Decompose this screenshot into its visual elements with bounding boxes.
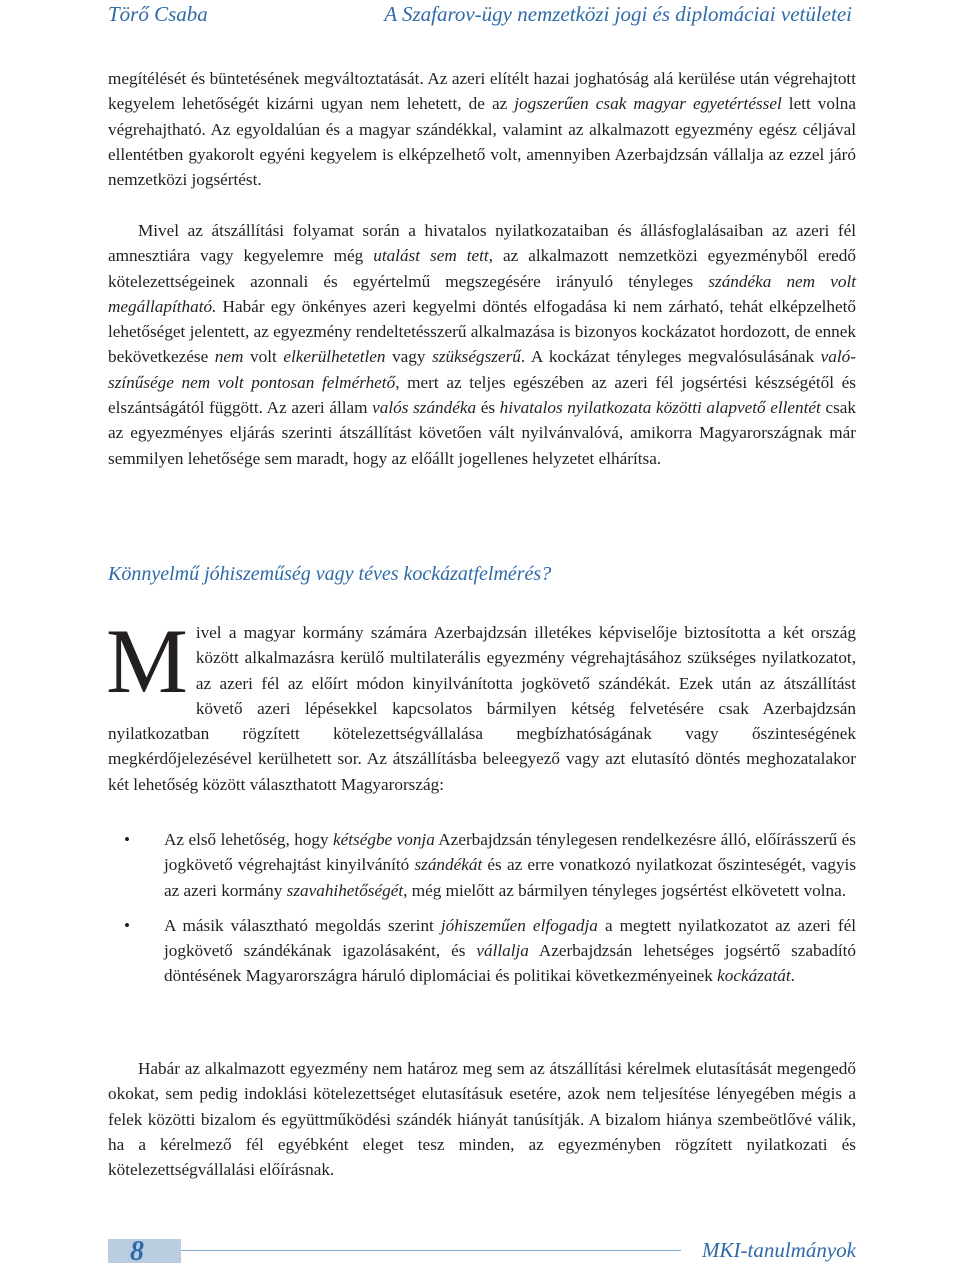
options-list [108,827,856,999]
paragraph-1: megítélését és büntetésének megváltoztatását. Az azeri elítélt hazai joghatóság alá kerülése után végrehajtott kegyelem lehetőségét kizárni ugyan nem lehetett, de az jogszerűen csak magyar egyetértéssel lett volna végrehajtható. Az egyoldalúan és a magyar szándékkal, valamint az alkalmazott egyezmény egész céljával ellentétben gyakorolt egyéni kegyelem is elképzelhető volt, amennyiben Azerbajdzsán vállalja az ezzel járó nemzetközi jogsértést. [108,69,856,190]
paragraph-3 [106,610,856,797]
paragraph-2: Mivel az átszállítási folyamat során a hivatalos nyilatkozataiban és állásfoglalásaiban az azeri fél amnesztiára vagy kegyelemre még utalást sem tett, az alkalmazott nemzetközi egyezményből eredő kötelezettségeinek azonnali és egyértelmű megszegésére irányuló tényleges szándéka nem volt megállapítható. Habár egy önkényes azeri kegyelmi döntés elfogadása ki nem zárható, tehát elképzelhető lehetőséget jelentett, az egyezmény rendeltetésszerű alkalmazása is bizonyos kockázatot hordozott, de ennek bekövetkezése nem volt elkerülhetetlen vagy szükségszerű. A kockázat tényleges megvalósulásának valószínűsége nem volt pontosan felmérhető, mert az teljes egészében az azeri fél jogsértési készségétől és elszántságától függött. Az azeri állam valós szándéka és hivatalos nyilatkozata közötti alapvető ellentét csak az egyezményes eljárás szerinti átszállítást követően vált nyilvánvalóvá, amikorra Magyarországnak már semmilyen lehetősége sem maradt, hogy az előállt jogellenes helyzetet elhárítsa. [108,221,856,468]
emphasis-text: valós szándéka [372,398,477,418]
paragraph-4: Habár az alkalmazott egyezmény nem határoz meg sem az átszállítási kérelmek elutasítását megengedő okokat, sem pedig indoklási kötelezettséget elutasításuk esetére, azok nem teljesítése lényegében mégis a felek közötti bizalom és együttműködési szándék hiányát tanúsítják. A bizalom hiánya szembeötlővé válik, ha a kérelmező fél egyébként eleget tesz minden, az egyezményben rögzített nyilatkozati és kötelezettségvállalási előírásnak. [108,1059,856,1180]
running-head [0,0,960,30]
emphasis-text: valószínűsége nem volt pontosan felmérhető [108,347,856,392]
emphasis-text: szándéka nem volt megállapítható. [108,271,856,316]
list-item-text: Az első lehetőség, hogy kétségbe vonja Azerbajdzsán ténylegesen rendelkezésre álló, előírásszerű és jogkövető végrehajtást kinyilvánító szándékát és az erre vonatkozó nyilatkozat őszinteségét, vagyis az azeri kormány szavahihetőségét, még mielőtt az bármilyen tényleges jogsértést elkövetett volna. [164,830,857,900]
emphasis-text: szavahihetőségét [286,880,404,900]
footer-rule [181,1250,681,1251]
emphasis-text: jogszerűen csak magyar egyetértéssel [514,94,782,114]
header-title: A Szafarov-ügy nemzetközi jogi és diplomáciai vetületei [384,2,852,26]
emphasis-text: nem [214,347,244,367]
paragraph-3-text: ivel a magyar kormány számára Azerbajdzsán illetékes képviselője biztosította a két ország között alkalmazásra kerülő multilaterális egyezmény végrehajtásához szükséges nyilatkozatot, az azeri fél az előírt módon kinyilvánította jogkövető szándékát. Ezek után az átszállítást követő azeri lépésekkel kapcsolatos bármilyen kétség felvetésére csak Azerbajdzsán nyilatkozatban rögzített kötelezettségvállalása megbízhatóságának vagy őszinteségének megkérdőjelezésével kerülhetett sor. Az átszállításba beleegyező vagy azt elutasító döntés meghozatalakor két lehetőség között választhatott Magyarország: [108,623,856,794]
emphasis-text: hivatalos nyilatkozata közötti alapvető ellentét [499,398,821,418]
page-number-box [108,1239,181,1263]
page-number: 8 [130,1236,144,1267]
bullet-icon: • [124,915,131,935]
emphasis-text: utalást sem tett [373,246,489,266]
emphasis-text: jóhiszeműen elfogadja [440,915,598,935]
emphasis-text: szándékát [414,855,483,875]
list-item [108,913,856,989]
list-item [108,827,856,903]
list-item-text: A másik választható megoldás szerint jóhiszeműen elfogadja a megtett nyilatkozatot az azeri fél jogkövető szándékának igazolásaként, és vállalja Azerbajdzsán lehetséges jogsértő szabadító döntésének Magyarországra háruló diplomáciai és politikai következményeinek kockázatát. [164,915,856,986]
section-heading: Könnyelmű jóhiszeműség vagy téves kockázatfelmérés? [108,563,552,585]
drop-cap: M [106,610,188,712]
journal-name: MKI-tanulmányok [702,1238,856,1262]
emphasis-text: vállalja [476,941,529,961]
bullet-icon: • [124,830,131,849]
emphasis-text: kétségbe vonja [333,830,435,849]
header-author: Törő Csaba [108,2,208,26]
emphasis-text: szükségszerű [432,347,521,367]
emphasis-text: elkerülhetetlen [283,347,386,367]
emphasis-text: kockázatát [717,966,791,986]
